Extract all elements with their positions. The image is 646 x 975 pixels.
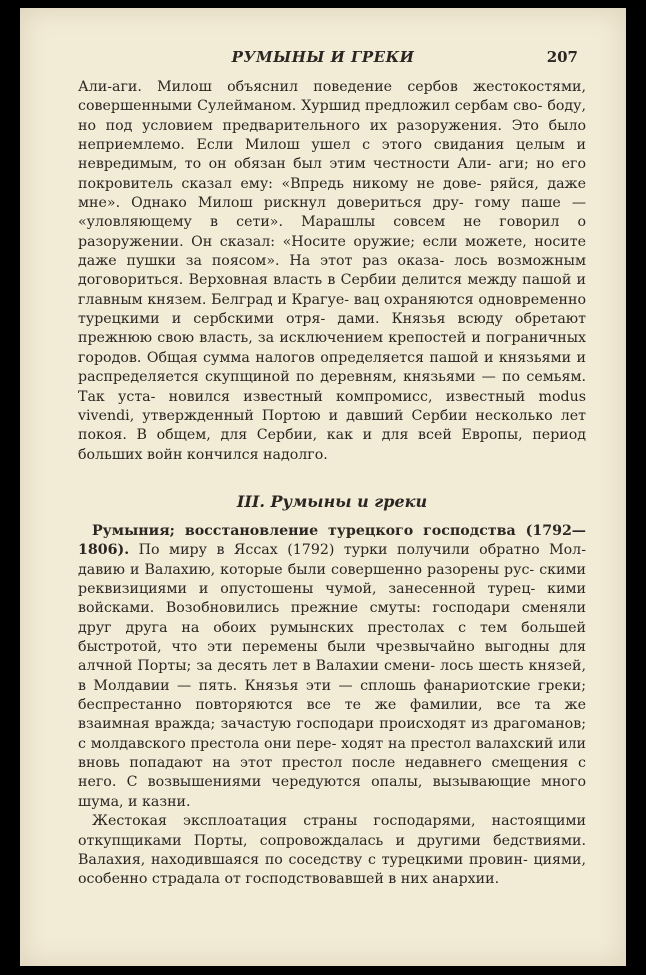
- text-line: можете, носите даже пушки за поясом». На этот раз оказа-: [78, 233, 586, 270]
- text-line: скими реквизициями и опустошены чумой, занесенной турец-: [78, 561, 586, 598]
- text-line: войн кончился надолго.: [146, 446, 328, 463]
- text-line: Валахия, находившаяся по соседству с турецкими провин-: [78, 851, 528, 868]
- text-line: чередуются опалы, вызывающие много шума, и казни.: [78, 774, 587, 810]
- text-line: лось возможным договориться. Верховная власть в Сербии: [78, 253, 586, 289]
- text-line: гому паше — «уловляющему в сети». Марашлы совсем не: [78, 195, 587, 231]
- text-line: Али-аги. Милош объяснил поведение сербов жестокостями,: [78, 79, 586, 95]
- text-line: вац охраняются одновременно турецкими и сербскими отря-: [78, 291, 586, 328]
- text-line: выгодны для алчной Порты; за десять лет в Валахии смени-: [78, 639, 586, 675]
- text-line: давию и Валахию, которые были совершенно разорены рус-: [78, 561, 535, 578]
- text-line: престол после недавнего смещения с него. С возвышениями: [78, 755, 586, 791]
- text-line: кими войсками. Возобновились прежние смуты: господари: [78, 581, 586, 617]
- paragraph-continued: [78, 78, 586, 465]
- text-line: совершенными Сулейманом. Хуршид предложил сербам сво-: [78, 98, 543, 115]
- text-line: происходят из драгоманов; с молдавского престола они пере-: [78, 716, 586, 752]
- text-line: дами. Князья всюду обретают прежнюю свою власть, за: [78, 311, 586, 347]
- text-line: делится между пашой и главным князем. Белград и Крагуе-: [78, 272, 587, 308]
- running-title: РУМЫНЫ И ГРЕКИ: [231, 48, 415, 66]
- text-line: ходят на престол валахский или вновь попадают на этот: [78, 735, 587, 772]
- running-head: [60, 48, 586, 70]
- text-line: циями, особенно страдала от господствовавшей в них анархии.: [78, 851, 586, 888]
- text-line: Жестокая эксплоатация страны господарями, настоящими: [92, 813, 586, 830]
- text-line: аги; но его покровитель сказал ему: «Впредь никому не дове-: [78, 156, 586, 192]
- text-line: исключением крепостей и пограничных городов. Общая сумма: [78, 330, 587, 366]
- text-line: новился известный компромисс, известный modus vivendi,: [78, 388, 586, 424]
- paragraph-first-line-rest: По миру в Яссах (1792) турки получили обратно Мол-: [129, 542, 586, 559]
- text-line: целым и невредимым, то он обязан был этим честности Али-: [78, 137, 587, 173]
- text-line: утвержденный Портою и давший Сербии несколько лет покоя.: [78, 407, 586, 444]
- text-line: ряйся, даже мне». Однако Милош рискнул довериться дру-: [78, 175, 586, 212]
- text-line: фамилии, все та же взаимная вражда; зачастую господари: [78, 697, 586, 733]
- text-line: лось шесть князей, в Молдавии — пять. Князья эти — сплошь: [78, 658, 586, 694]
- text-line: скупщиной по деревням, князьями — по семьям. Так уста-: [78, 369, 586, 405]
- text-line: налогов определяется пашой и князьями и распределяется: [78, 349, 586, 386]
- text-line: откупщиками Порты, сопровождалась и другими бедствиями.: [78, 832, 586, 849]
- paragraph-3: [78, 812, 586, 889]
- section-body: [78, 522, 586, 890]
- paragraph-lead-end: 1806).: [78, 542, 130, 559]
- book-page: [20, 8, 626, 966]
- text-line: сменяли друг друга на обоих румынских престолах с тем: [78, 600, 587, 636]
- page-number: 207: [546, 48, 578, 66]
- paragraph-1: [78, 78, 586, 465]
- text-line: говорил о разоружении. Он сказал: «Носите оружие; если: [78, 214, 587, 250]
- text-line: Это было неприемлемо. Если Милош ушел с этого свидания: [78, 117, 587, 154]
- paragraph-2: [78, 522, 586, 812]
- text-line: боду, но под условием предварительного их разоружения.: [78, 98, 586, 134]
- section-heading: III. Румыны и греки: [236, 492, 428, 511]
- text-line: В общем, для Сербии, как и для всей Европы, период больших: [78, 427, 587, 463]
- paragraph-lead: Румыния; восстановление турецкого господства (1792—: [92, 523, 586, 539]
- text-line: фанариотские греки; беспрестанно повторяются все те же: [78, 677, 587, 714]
- text-line: большей быстротой, что эти перемены были чрезвычайно: [78, 619, 586, 656]
